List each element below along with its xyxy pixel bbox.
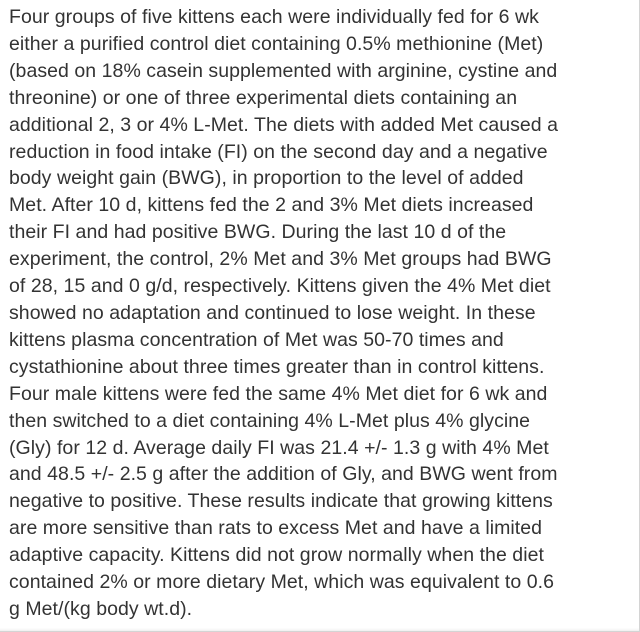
- abstract-line-20: are more sensitive than rats to excess Met and have a limited: [9, 517, 543, 540]
- abstract-line-22: contained 2% or more dietary Met, which was equivalent to 0.6: [9, 571, 555, 594]
- abstract-line-12: showed no adaptation and continued to lose weight. In these: [9, 301, 536, 324]
- abstract-line-6: reduction in food intake (FI) on the second day and a negative: [9, 140, 548, 163]
- abstract-line-4: threonine) or one of three experimental diets containing an: [9, 86, 518, 109]
- abstract-line-13: kittens plasma concentration of Met was 50-70 times and: [9, 328, 504, 351]
- abstract-line-19: negative to positive. These results indicate that growing kittens: [9, 490, 553, 513]
- abstract-line-9: their FI and had positive BWG. During the last 10 d of the: [9, 221, 507, 244]
- abstract-line-11: of 28, 15 and 0 g/d, respectively. Kittens given the 4% Met diet: [9, 275, 551, 298]
- abstract-line-18: and 48.5 +/- 2.5 g after the addition of Gly, and BWG went from: [9, 463, 558, 486]
- panel-bottom-shadow: [0, 628, 639, 631]
- abstract-line-14: cystathionine about three times greater than in control kittens.: [9, 355, 545, 378]
- abstract-line-5: additional 2, 3 or 4% L-Met. The diets with added Met caused a: [9, 113, 559, 136]
- abstract-line-3: (based on 18% casein supplemented with arginine, cystine and: [9, 59, 558, 82]
- abstract-line-7: body weight gain (BWG), in proportion to the level of added: [9, 167, 524, 190]
- abstract-line-15: Four male kittens were fed the same 4% Met diet for 6 wk and: [9, 382, 548, 405]
- abstract-line-1: Four groups of five kittens each were individually fed for 6 wk: [9, 6, 539, 28]
- abstract-line-23: g Met/(kg body wt.d).: [9, 597, 193, 620]
- abstract-line-10: experiment, the control, 2% Met and 3% Met groups had BWG: [9, 248, 552, 271]
- abstract-line-2: either a purified control diet containing 0.5% methionine (Met): [9, 32, 544, 55]
- abstract-line-16: then switched to a diet containing 4% L-Met plus 4% glycine: [9, 409, 531, 432]
- abstract-line-8: Met. After 10 d, kittens fed the 2 and 3% Met diets increased: [9, 194, 534, 217]
- abstract-text: [9, 4, 621, 623]
- abstract-line-17: (Gly) for 12 d. Average daily FI was 21.4 +/- 1.3 g with 4% Met: [9, 436, 549, 459]
- abstract-line-21: adaptive capacity. Kittens did not grow normally when the diet: [9, 544, 544, 567]
